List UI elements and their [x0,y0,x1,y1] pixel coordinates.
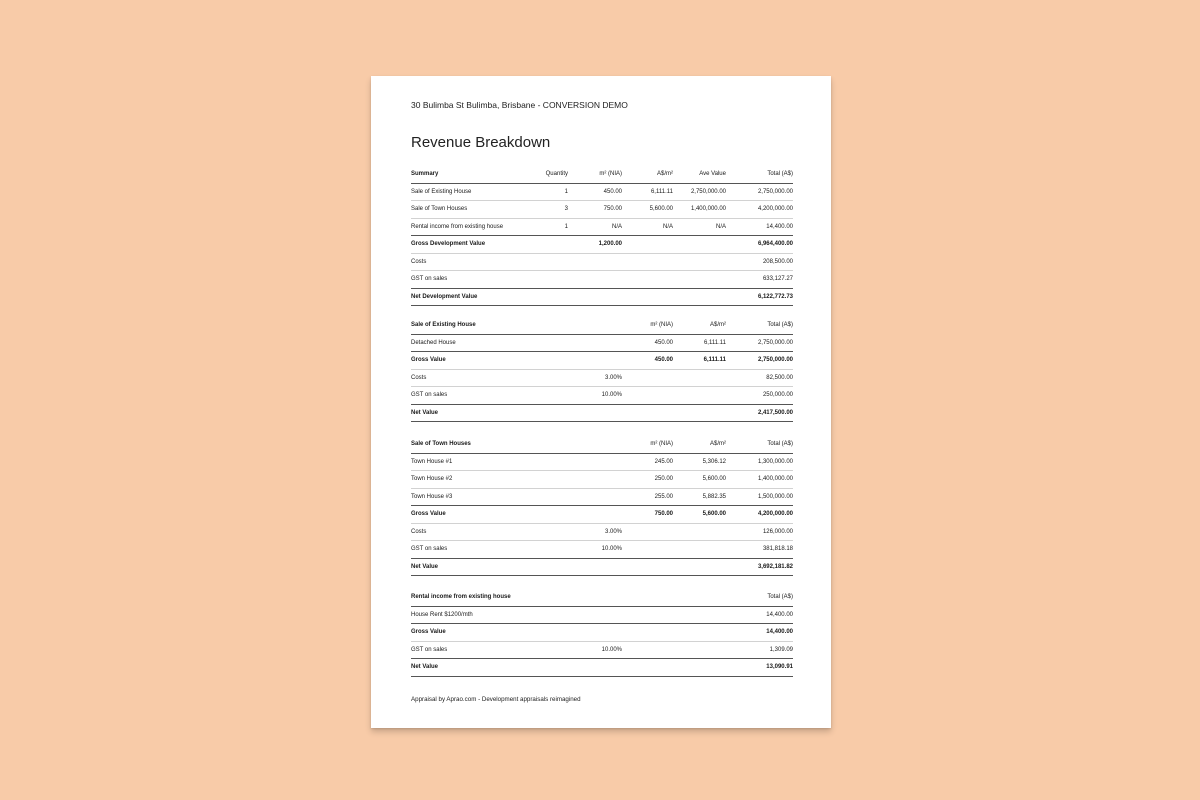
table-cell: Net Value [411,409,439,416]
table-cell: 1,400,000.00 [690,206,726,212]
table-cell: 450.00 [654,357,673,363]
table-cell: 6,111.11 [703,357,726,363]
town_houses-col-header: A$/m² [709,441,726,447]
table-row [411,289,793,307]
table-cell: 250,000.00 [762,392,793,398]
table-cell: 381,818.18 [762,546,793,552]
table-cell: Town House #2 [411,476,453,482]
table-row [411,642,793,660]
table-cell: Sale of Existing House [411,188,472,195]
table-row [411,254,793,272]
table-row [411,387,793,405]
table-row [411,506,793,524]
table-cell: 14,400.00 [766,629,793,635]
existing_house-col-header: Sale of Existing House [411,322,476,328]
table-cell: 126,000.00 [762,528,793,535]
table-cell: 6,964,400.00 [757,241,793,247]
summary-col-header: Total (A$) [767,171,793,177]
table-cell: 4,200,000.00 [757,511,793,517]
table-row [411,370,793,388]
table-row [411,352,793,370]
table-cell: GST on sales [411,646,448,653]
existing_house-col-header: Total (A$) [767,322,793,328]
table-row [411,607,793,625]
table-cell: 6,111.11 [703,339,726,346]
table-cell: 1 [564,223,568,230]
table-cell: Town House #1 [411,458,453,465]
table-cell: 5,306.12 [702,458,726,465]
existing_house-col-header: m² (NIA) [650,322,673,328]
table-cell: 255.00 [654,493,673,500]
table-cell: Sale of Town Houses [411,206,468,212]
table-cell: 2,417,500.00 [757,409,793,416]
document-footer: Appraisal by Aprao.com - Development appraisals reimagined [411,696,581,703]
table-cell: Gross Development Value [411,241,486,247]
table-cell: 1 [564,188,568,195]
table-cell: 750.00 [603,206,622,212]
table-cell: 3.00% [604,528,622,535]
summary-col-header: A$/m² [656,171,673,177]
table-cell: 10.00% [601,646,622,653]
town_houses-header-row [411,436,793,454]
table-cell: Gross Value [411,629,446,635]
table-cell: Town House #3 [411,493,453,500]
table-cell: 82,500.00 [766,374,793,381]
table-row [411,219,793,237]
summary-header-row [411,166,793,184]
table-cell: Net Development Value [411,293,478,300]
table-cell: Costs [411,528,427,535]
existing_house-col-header: A$/m² [709,322,726,328]
table-cell: 245.00 [654,458,673,465]
table-cell: Rental income from existing house [411,223,504,230]
summary-table [411,166,793,306]
table-cell: N/A [662,223,673,230]
table-row [411,184,793,202]
table-cell: 6,111.11 [650,188,673,195]
table-row [411,335,793,353]
table-cell: 2,750,000.00 [757,357,793,363]
table-row [411,471,793,489]
rental-col-header: Total (A$) [767,594,793,600]
town_houses-col-header: Sale of Town Houses [411,441,471,447]
town_houses-col-header: m² (NIA) [650,441,673,447]
table-row [411,524,793,542]
table-cell: 3 [564,206,568,212]
table-cell: 450.00 [603,188,622,195]
report-page [371,76,831,728]
table-cell: 2,750,000.00 [757,339,793,346]
table-row [411,405,793,423]
rental-header-row [411,589,793,607]
table-cell: 10.00% [601,392,622,398]
page-title: Revenue Breakdown [411,134,551,151]
table-cell: 1,400,000.00 [757,476,793,482]
table-cell: 14,400.00 [766,611,793,618]
table-cell: N/A [611,223,622,230]
summary-col-header: Ave Value [699,171,726,177]
table-cell: GST on sales [411,392,448,398]
summary-col-header: Quantity [545,171,568,177]
table-cell: 1,309.09 [769,646,793,653]
table-cell: 633,127.27 [762,276,793,282]
summary-col-header: m² (NIA) [599,171,622,177]
existing_house-header-row [411,317,793,335]
table-cell: 13,090.91 [766,664,793,670]
table-cell: 14,400.00 [766,223,793,230]
table-cell: N/A [715,223,726,230]
table-row [411,624,793,642]
table-cell: 1,200.00 [598,241,622,247]
table-cell: Gross Value [411,511,446,517]
table-row [411,236,793,254]
table-cell: 3.00% [604,374,622,381]
table-cell: 208,500.00 [762,258,793,265]
table-cell: 1,300,000.00 [757,458,793,465]
table-row [411,489,793,507]
table-cell: 4,200,000.00 [757,206,793,212]
table-cell: 1,500,000.00 [757,493,793,500]
table-cell: Detached House [411,339,456,346]
table-row [411,659,793,677]
town-houses-table [411,436,793,576]
table-cell: 5,600.00 [702,511,726,517]
document-header: 30 Bulimba St Bulimba, Brisbane - CONVERSION DEMO [411,100,628,110]
table-cell: 5,600.00 [702,476,726,482]
table-cell: 2,750,000.00 [690,188,726,195]
summary-col-header: Summary [411,171,439,177]
table-row [411,201,793,219]
table-cell: 750.00 [654,511,673,517]
existing-house-table [411,317,793,422]
table-row [411,454,793,472]
table-cell: Net Value [411,664,439,670]
table-cell: 2,750,000.00 [757,188,793,195]
table-row [411,559,793,577]
table-cell: 250.00 [654,476,673,482]
table-cell: 10.00% [601,546,622,552]
rental-income-table [411,589,793,677]
table-cell: Costs [411,258,427,265]
table-cell: GST on sales [411,276,448,282]
table-cell: Net Value [411,563,439,570]
table-cell: 3,692,181.82 [757,563,793,570]
table-cell: 450.00 [654,339,673,346]
rental-col-header: Rental income from existing house [411,594,511,600]
table-cell: 5,600.00 [649,206,673,212]
table-cell: 6,122,772.73 [757,293,793,300]
table-cell: Costs [411,374,427,381]
town_houses-col-header: Total (A$) [767,441,793,447]
table-cell: House Rent $1200/mth [411,611,473,618]
table-row [411,271,793,289]
table-cell: 5,882.35 [702,493,726,500]
table-row [411,541,793,559]
table-cell: GST on sales [411,546,448,552]
table-cell: Gross Value [411,357,446,363]
